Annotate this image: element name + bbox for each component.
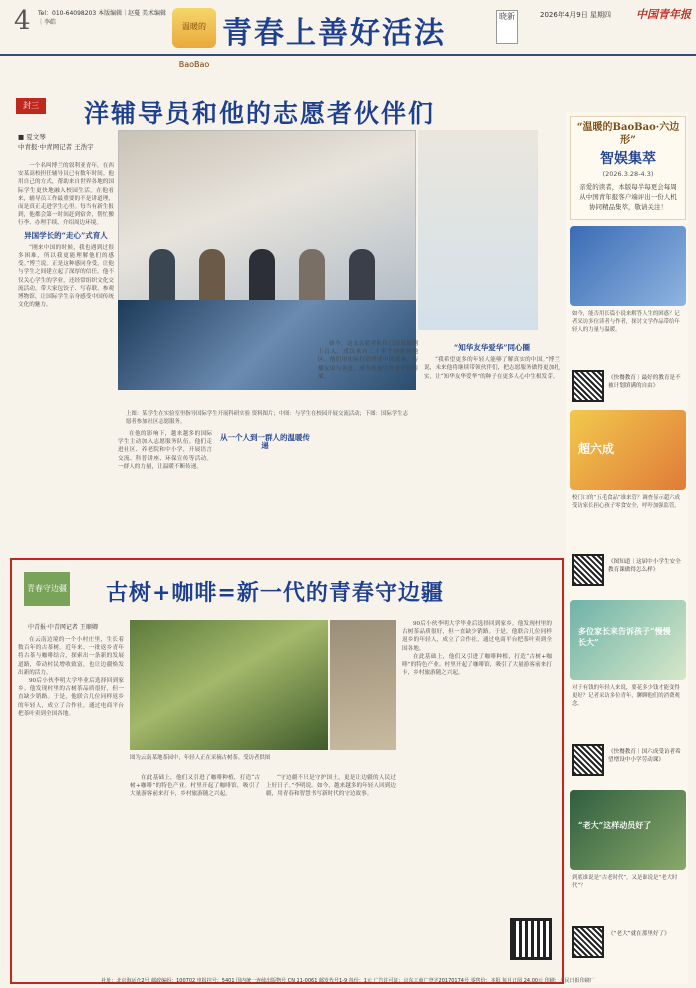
- article-paragraph: “守边疆不只是守护国土，更是让边疆的人民过上好日子。”李明说。如今，越来越多的年轻人回到边疆，用青春和智慧书写新时代的守边故事。: [266, 775, 396, 798]
- page-header: [0, 0, 696, 69]
- article-subhead: 异国学长的“走心”式育人: [24, 230, 108, 240]
- sidebar-link[interactable]: 《快餐教育｜国六成受访者希望增设中小学劳动课》: [608, 749, 681, 763]
- doctor-illustration: [418, 130, 538, 330]
- article-column: [318, 340, 418, 550]
- article-kicker: 封三: [16, 98, 46, 114]
- article-paragraph: 90后小伙李明大学毕业后选择回到家乡。他发现村里的古树茶品质很好，但一直缺少销路。于是，他联合几位同样返乡的年轻人，成立了合作社，通过电商平台把茶叶卖到全国各地。: [18, 678, 124, 717]
- page-number: 4: [14, 6, 31, 36]
- portrait-photo: [330, 620, 396, 750]
- sidebar-image: [570, 600, 686, 680]
- sidebar-image-title: “老大”这样动员好了: [578, 820, 652, 830]
- article-paragraph: 90后小伙李明大学毕业后选择回到家乡。他发现村里的古树茶品质很好，但一直缺少销路。于是，他联合几位同样返乡的年轻人，成立了合作社，通过电商平台把茶叶卖到全国各地。: [402, 621, 552, 652]
- article-headline: 洋辅导员和他的志愿者伙伴们: [84, 99, 436, 128]
- article-paragraph: 在云南边境的一个小村庄里，生长着数百年的古茶树。近年来，一批返乡青年将古茶与咖啡结合，探索出一条新的发展道路，带动村民增收致富，也让边疆焕发出新的活力。: [18, 637, 124, 676]
- article-column: [118, 430, 212, 550]
- sidebar-text: 校门口的“五毛食品”谁来管？调查显示超六成受访家长担心孩子零食安全，呼吁加强监管。: [572, 495, 681, 509]
- article-paragraph: “我希望更多的年轻人能够了解真实的中国。”博兰说，未来他将继续带领伙伴们，把志愿服务做得更加扎实，让“知华友华爱华”的种子在更多人心中生根发芽。: [424, 357, 560, 380]
- article-subhead: “知华友华爱华”同心圈: [453, 343, 531, 352]
- byline-line: ■ 夏文琴: [18, 133, 46, 141]
- promo-box: [570, 116, 686, 220]
- featured-article-box: [10, 558, 564, 984]
- article-column: [18, 636, 124, 976]
- sidebar-link[interactable]: 《图知道｜这届中小学生安全教育课做得怎么样》: [608, 559, 681, 573]
- qr-code[interactable]: [572, 554, 604, 586]
- promo-date: (2026.3.28-4.3): [602, 170, 654, 178]
- article-paragraph: 在此基础上，他们又引进了咖啡种植，打造“古树+咖啡”的特色产业。村里开起了咖啡馆，吸引了大量游客前来打卡，乡村旅游随之兴起。: [130, 775, 260, 798]
- issue-date: 2026年4月9日 星期四: [540, 11, 611, 19]
- article-subhead: 从一个人到一群人的温暖传递: [220, 433, 310, 451]
- sidebar-image-title: 超六成: [578, 442, 615, 456]
- sidebar-image: [570, 226, 686, 306]
- article-column: [130, 774, 260, 978]
- page-footer: 社址：北京海运仓2号 邮政编码：100702 电报挂号：5401 国内统一连续出版物号 CN 11-0061 邮发代号1-9 每份：1元 广告许可证：京东工商广登字20170174号 零售价：本报 每月订阅 24.00元 印刷：人民日报印刷厂: [101, 978, 595, 984]
- sidebar-link[interactable]: 《快餐教育｜最好的教育是不被计划填满的自由》: [608, 375, 681, 389]
- article-column: [266, 774, 396, 978]
- qr-code[interactable]: [572, 926, 604, 958]
- editor-info: Tel：010-64098203 本版编辑｜赵蔓 美术编辑｜李皓: [38, 10, 166, 26]
- sidebar-link[interactable]: 《“老大”就在那里好了》: [608, 931, 670, 937]
- sidebar-text: 对于有钱的年轻人来说，要花多少钱才能变得更好？记者采访多位青年，聊聊他们的消费观念。: [572, 685, 680, 707]
- article-byline: 中青报·中青网记者 王顺卿: [28, 624, 98, 631]
- article-headline: 古树+咖啡=新一代的青春守边疆: [106, 580, 444, 606]
- tea-garden-photo: [130, 620, 328, 750]
- article-byline: [18, 132, 94, 152]
- masthead-title: 青春上善好活法: [222, 16, 446, 51]
- article-column: [424, 340, 560, 550]
- promo-title: “温暖的BaoBao·六边形”: [576, 122, 680, 146]
- sidebar-text: 到底谁说是“古老时代”，又是谁说是“老大时代”？: [572, 875, 678, 889]
- newspaper-logo: 中国青年报: [636, 8, 691, 21]
- article-column: [18, 162, 114, 552]
- masthead-tag: 晓新: [496, 10, 518, 44]
- column-logo: 青春守边疆: [24, 572, 70, 606]
- sidebar-image: [570, 790, 686, 870]
- article-column: [218, 430, 312, 550]
- qr-code[interactable]: [572, 744, 604, 776]
- byline-line: 中青报·中青网记者 王浩宇: [18, 143, 94, 151]
- sidebar-image-title: 多位家长来告诉孩子“慢慢长大”: [578, 626, 671, 647]
- article-paragraph: 一个名叫博兰的叙利亚青年，在西安某高校担任辅导员已有数年时间。他用自己的方式，帮助来自世界各地的国际学生更快地融入校园生活。在他看来，辅导员工作最重要的不是讲道理，而是真正走进学生心里。每当有新生报到，他都会第一时间赶到宿舍，帮忙搬行李、办理手续、介绍周边环境。: [18, 163, 114, 227]
- sidebar-text: 如今，能否用长篇小说来解答人生的困惑？记者采访多位读者与作者，探讨文学作品带给年轻人的力量与温暖。: [572, 311, 680, 333]
- article-paragraph: 在他的影响下，越来越多的国际学生主动加入志愿服务队伍。他们走进社区、养老院和中小学，开展语言交流、科普讲座、环保宣传等活动。一群人的力量，让温暖不断传递。: [118, 431, 212, 470]
- promo-heading: 智娱集萃: [600, 151, 656, 167]
- sidebar-image: [570, 410, 686, 490]
- article-paragraph: “刚来中国的时候，我也遇到过很多困难，所以我更能理解他们的感受。”博兰说。正是这种感同身受，让他与学生之间建立起了深厚的信任。他不仅关心学生的学业，还经常组织文化交流活动，带大家包饺子、写春联、参观博物馆，让国际学生亲身感受中国传统文化的魅力。: [18, 244, 114, 309]
- photo-caption: 图为云南某地茶园中，年轻人正在采摘古树茶。受访者供图: [130, 755, 271, 761]
- qr-code[interactable]: [572, 370, 604, 402]
- article-column: [402, 620, 552, 920]
- article-paragraph: 如今，这支志愿者队伍已经发展到上百人，成员来自二十多个国家和地区。他们用实际行动讲述中国故事，传播友谊与善意，成为连接中外青年的桥梁。: [318, 341, 418, 380]
- qr-code[interactable]: [510, 918, 552, 960]
- promo-text: 亲爱的读者，本版每半每更会每周从中国青年报客户端评出一份人机协同精品集萃，敬请关注！: [579, 183, 677, 211]
- article-paragraph: 在此基础上，他们又引进了咖啡种植，打造“古树+咖啡”的特色产业。村里开起了咖啡馆，吸引了大量游客前来打卡，乡村旅游随之兴起。: [402, 653, 552, 677]
- photo-caption: 上图：某学生在实验室里指导国际学生开展科研实验 资料图片；中图：与学生在校园开展交流活动；下图：国际学生志愿者参加社区志愿服务。: [126, 411, 409, 425]
- section-logo: 温暖的BaoBao: [172, 8, 216, 48]
